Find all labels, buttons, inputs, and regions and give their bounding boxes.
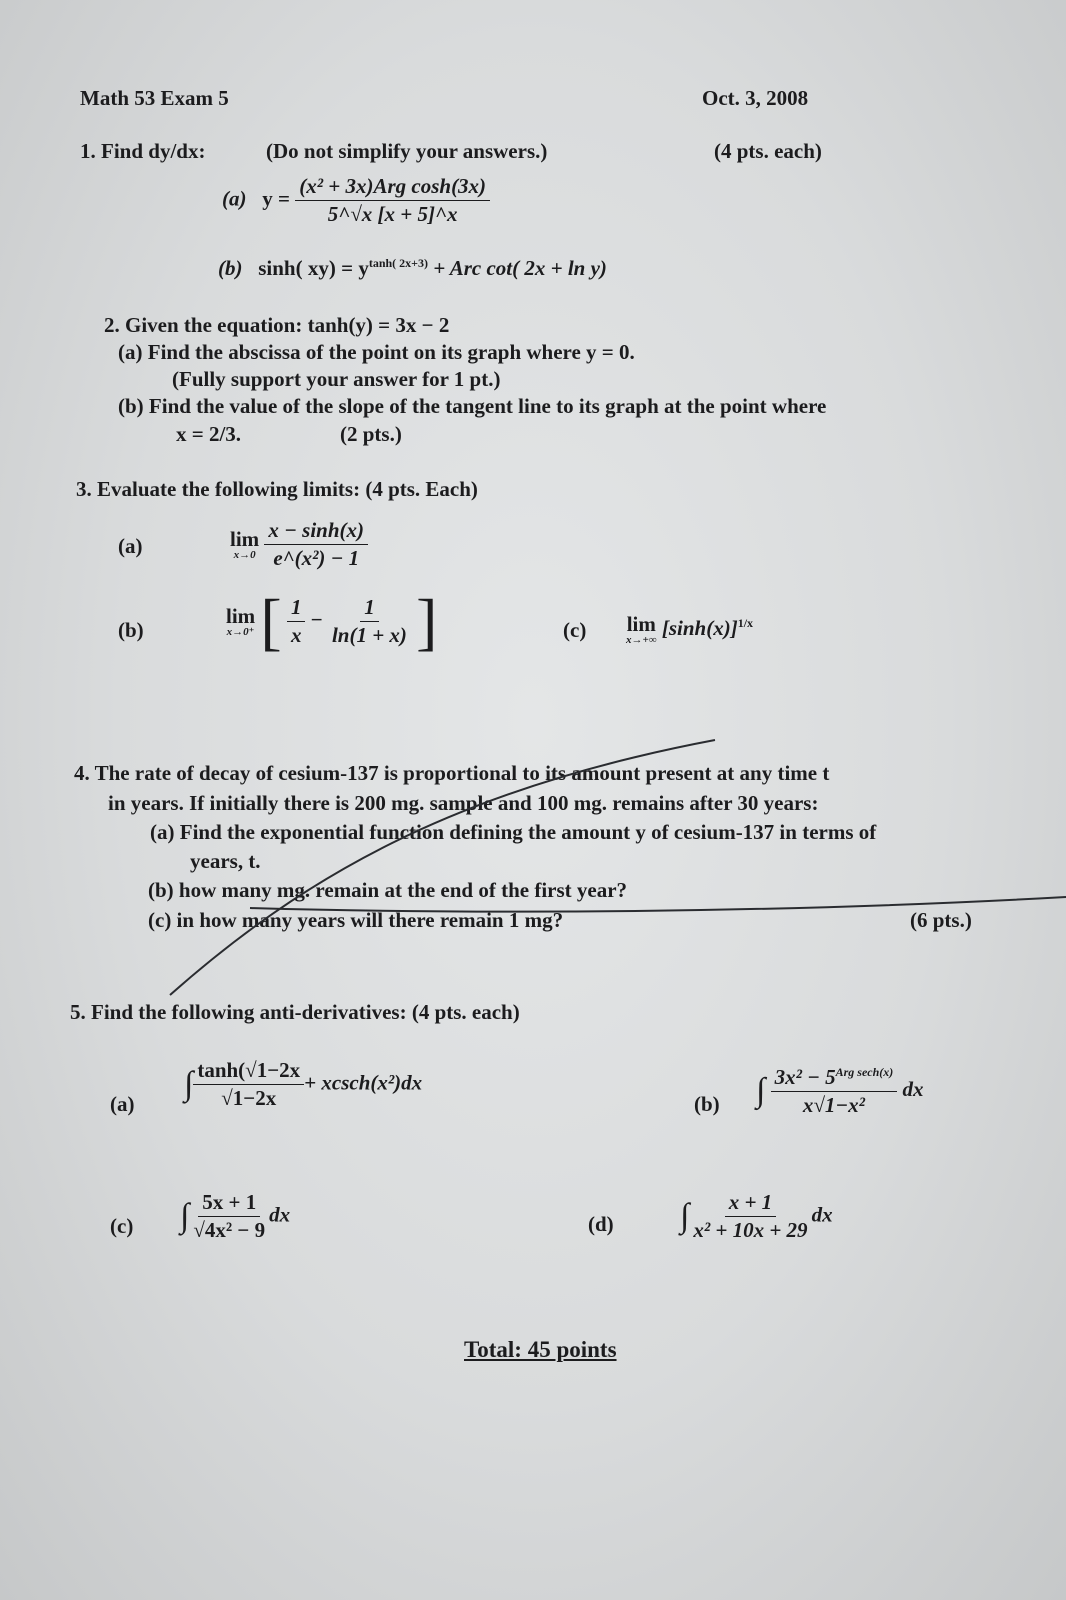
q5b-num-text: 3x² − 5 (774, 1065, 836, 1089)
q5a-fraction (193, 1060, 304, 1109)
q2-b-points: (2 pts.) (340, 422, 402, 446)
q1b-rhs: + Arc cot( 2x + ln y) (433, 256, 607, 280)
q3b-t2-den: ln(1 + x) (331, 623, 407, 648)
q1a-label: (a) (222, 186, 247, 211)
q5a-label: (a) (110, 1092, 135, 1116)
q3c-expr: [sinh(x)] (661, 615, 738, 640)
q5c-label: (c) (110, 1214, 134, 1238)
exam-date: Oct. 3, 2008 (702, 86, 809, 110)
integral-icon: ∫ (180, 1197, 190, 1235)
q1a-fraction (295, 176, 490, 225)
q5-label: 5. Find the following anti-derivatives: (4 pts. each) (70, 1000, 520, 1024)
q5d-label: (d) (588, 1212, 614, 1236)
q3c-label: (c) (563, 618, 587, 642)
right-bracket: ] (416, 586, 438, 657)
q2-b: (b) Find the value of the slope of the tangent line to its graph at the point where (118, 394, 827, 418)
q1b-lhs: sinh( xy) = y (258, 256, 369, 280)
q3b-t1-num: 1 (287, 597, 306, 622)
q5c-numerator: 5x + 1 (198, 1192, 260, 1217)
q3a-denominator: e^(x²) − 1 (273, 546, 360, 570)
q4-b: (b) how many mg. remain at the end of the first year? (148, 878, 628, 902)
q5a (184, 1060, 422, 1109)
left-bracket: [ (260, 586, 282, 657)
q4-a-cont: years, t. (190, 849, 261, 873)
q5d-fraction (689, 1192, 811, 1241)
q1a-numerator: (x² + 3x)Arg cosh(3x) (295, 176, 490, 201)
q3b-label: (b) (118, 618, 144, 642)
q5b-label: (b) (694, 1092, 720, 1116)
q3a-numerator: x − sinh(x) (264, 520, 368, 545)
q5d-numerator: x + 1 (725, 1192, 776, 1217)
q1-points: (4 pts. each) (714, 139, 822, 163)
lim-text: lim (626, 612, 656, 636)
q2-b-cont: x = 2/3. (176, 422, 242, 446)
q5c-denominator: √4x² − 9 (193, 1218, 266, 1242)
q5d (680, 1192, 833, 1241)
total-points: Total: 45 points (464, 1337, 617, 1362)
q5b-numerator (771, 1066, 898, 1092)
integral-icon: ∫ (680, 1197, 690, 1235)
q1-label: 1. Find dy/dx: (80, 139, 206, 163)
q3b-limit (226, 603, 256, 638)
q1a (222, 176, 490, 225)
lim-sub: x→+∞ (626, 634, 657, 646)
q2-a: (a) Find the abscissa of the point on its graph where y = 0. (118, 340, 635, 364)
q3b-t1-den: x (290, 623, 302, 648)
q4-a: (a) Find the exponential function defining the amount y of cesium-137 in terms of (150, 820, 877, 844)
q1a-lhs: y = (262, 186, 290, 211)
q3a-limit (230, 526, 260, 561)
q3b-term1 (287, 597, 306, 646)
integral-icon: ∫ (184, 1065, 194, 1103)
q3c-limit (626, 614, 657, 646)
q3b: lim x→0⁺ [ $\frac{1}{x}$ − $\frac{1}{\ln(1 + x)}$ ] (226, 586, 438, 657)
q5c (180, 1192, 290, 1241)
q5a-numerator: tanh(√1−2x (193, 1060, 304, 1085)
q5a-rest: + xcsch(x²)dx (304, 1070, 423, 1095)
q5a-denominator: √1−2x (221, 1086, 277, 1110)
q3-label: 3. Evaluate the following limits: (4 pts. Each) (76, 477, 478, 501)
q5c-rest: dx (269, 1202, 291, 1227)
q5b-fraction (771, 1066, 898, 1116)
q4-c: (c) in how many years will there remain 1 mg? (148, 908, 564, 932)
q5b-rest: dx (902, 1076, 924, 1101)
q1a-denominator: 5^√x [x + 5]^x (327, 202, 458, 226)
exam-title: Math 53 Exam 5 (80, 86, 229, 110)
q5b-exponent: Arg sech(x) (835, 1065, 894, 1079)
integral-icon: ∫ (756, 1072, 766, 1109)
lim-text: lim (226, 603, 256, 628)
q5b (756, 1066, 924, 1116)
q5b-denominator: x√1−x² (802, 1093, 865, 1117)
q3a-label: (a) (118, 534, 143, 558)
lim-sub: x→0⁺ (226, 625, 255, 638)
q1b-label: (b) (218, 256, 243, 280)
q2-a-note: (Fully support your answer for 1 pt.) (172, 367, 501, 391)
q5c-fraction (189, 1192, 269, 1241)
lim-text: lim (230, 526, 260, 551)
q5d-rest: dx (811, 1202, 833, 1227)
q3a-fraction (264, 520, 368, 569)
lim-sub: x→0 (233, 548, 256, 561)
q3b-t2-num: 1 (360, 597, 379, 622)
q5d-denominator: x² + 10x + 29 (693, 1218, 808, 1242)
q4-line2: in years. If initially there is 200 mg. sample and 100 mg. remains after 30 years: (108, 791, 819, 815)
q3b-term2 (328, 597, 411, 646)
q3c (626, 614, 753, 646)
q1-note: (Do not simplify your answers.) (266, 139, 548, 163)
q4-points: (6 pts.) (910, 908, 972, 932)
q1b-exponent: tanh( 2x+3) (368, 256, 429, 270)
q4-line1: 4. The rate of decay of cesium-137 is proportional to its amount present at any time t (74, 761, 830, 785)
q3a (230, 520, 368, 569)
q2-label: 2. Given the equation: tanh(y) = 3x − 2 (104, 313, 450, 337)
q1b (218, 257, 607, 279)
q3c-exponent: 1/x (737, 615, 754, 630)
